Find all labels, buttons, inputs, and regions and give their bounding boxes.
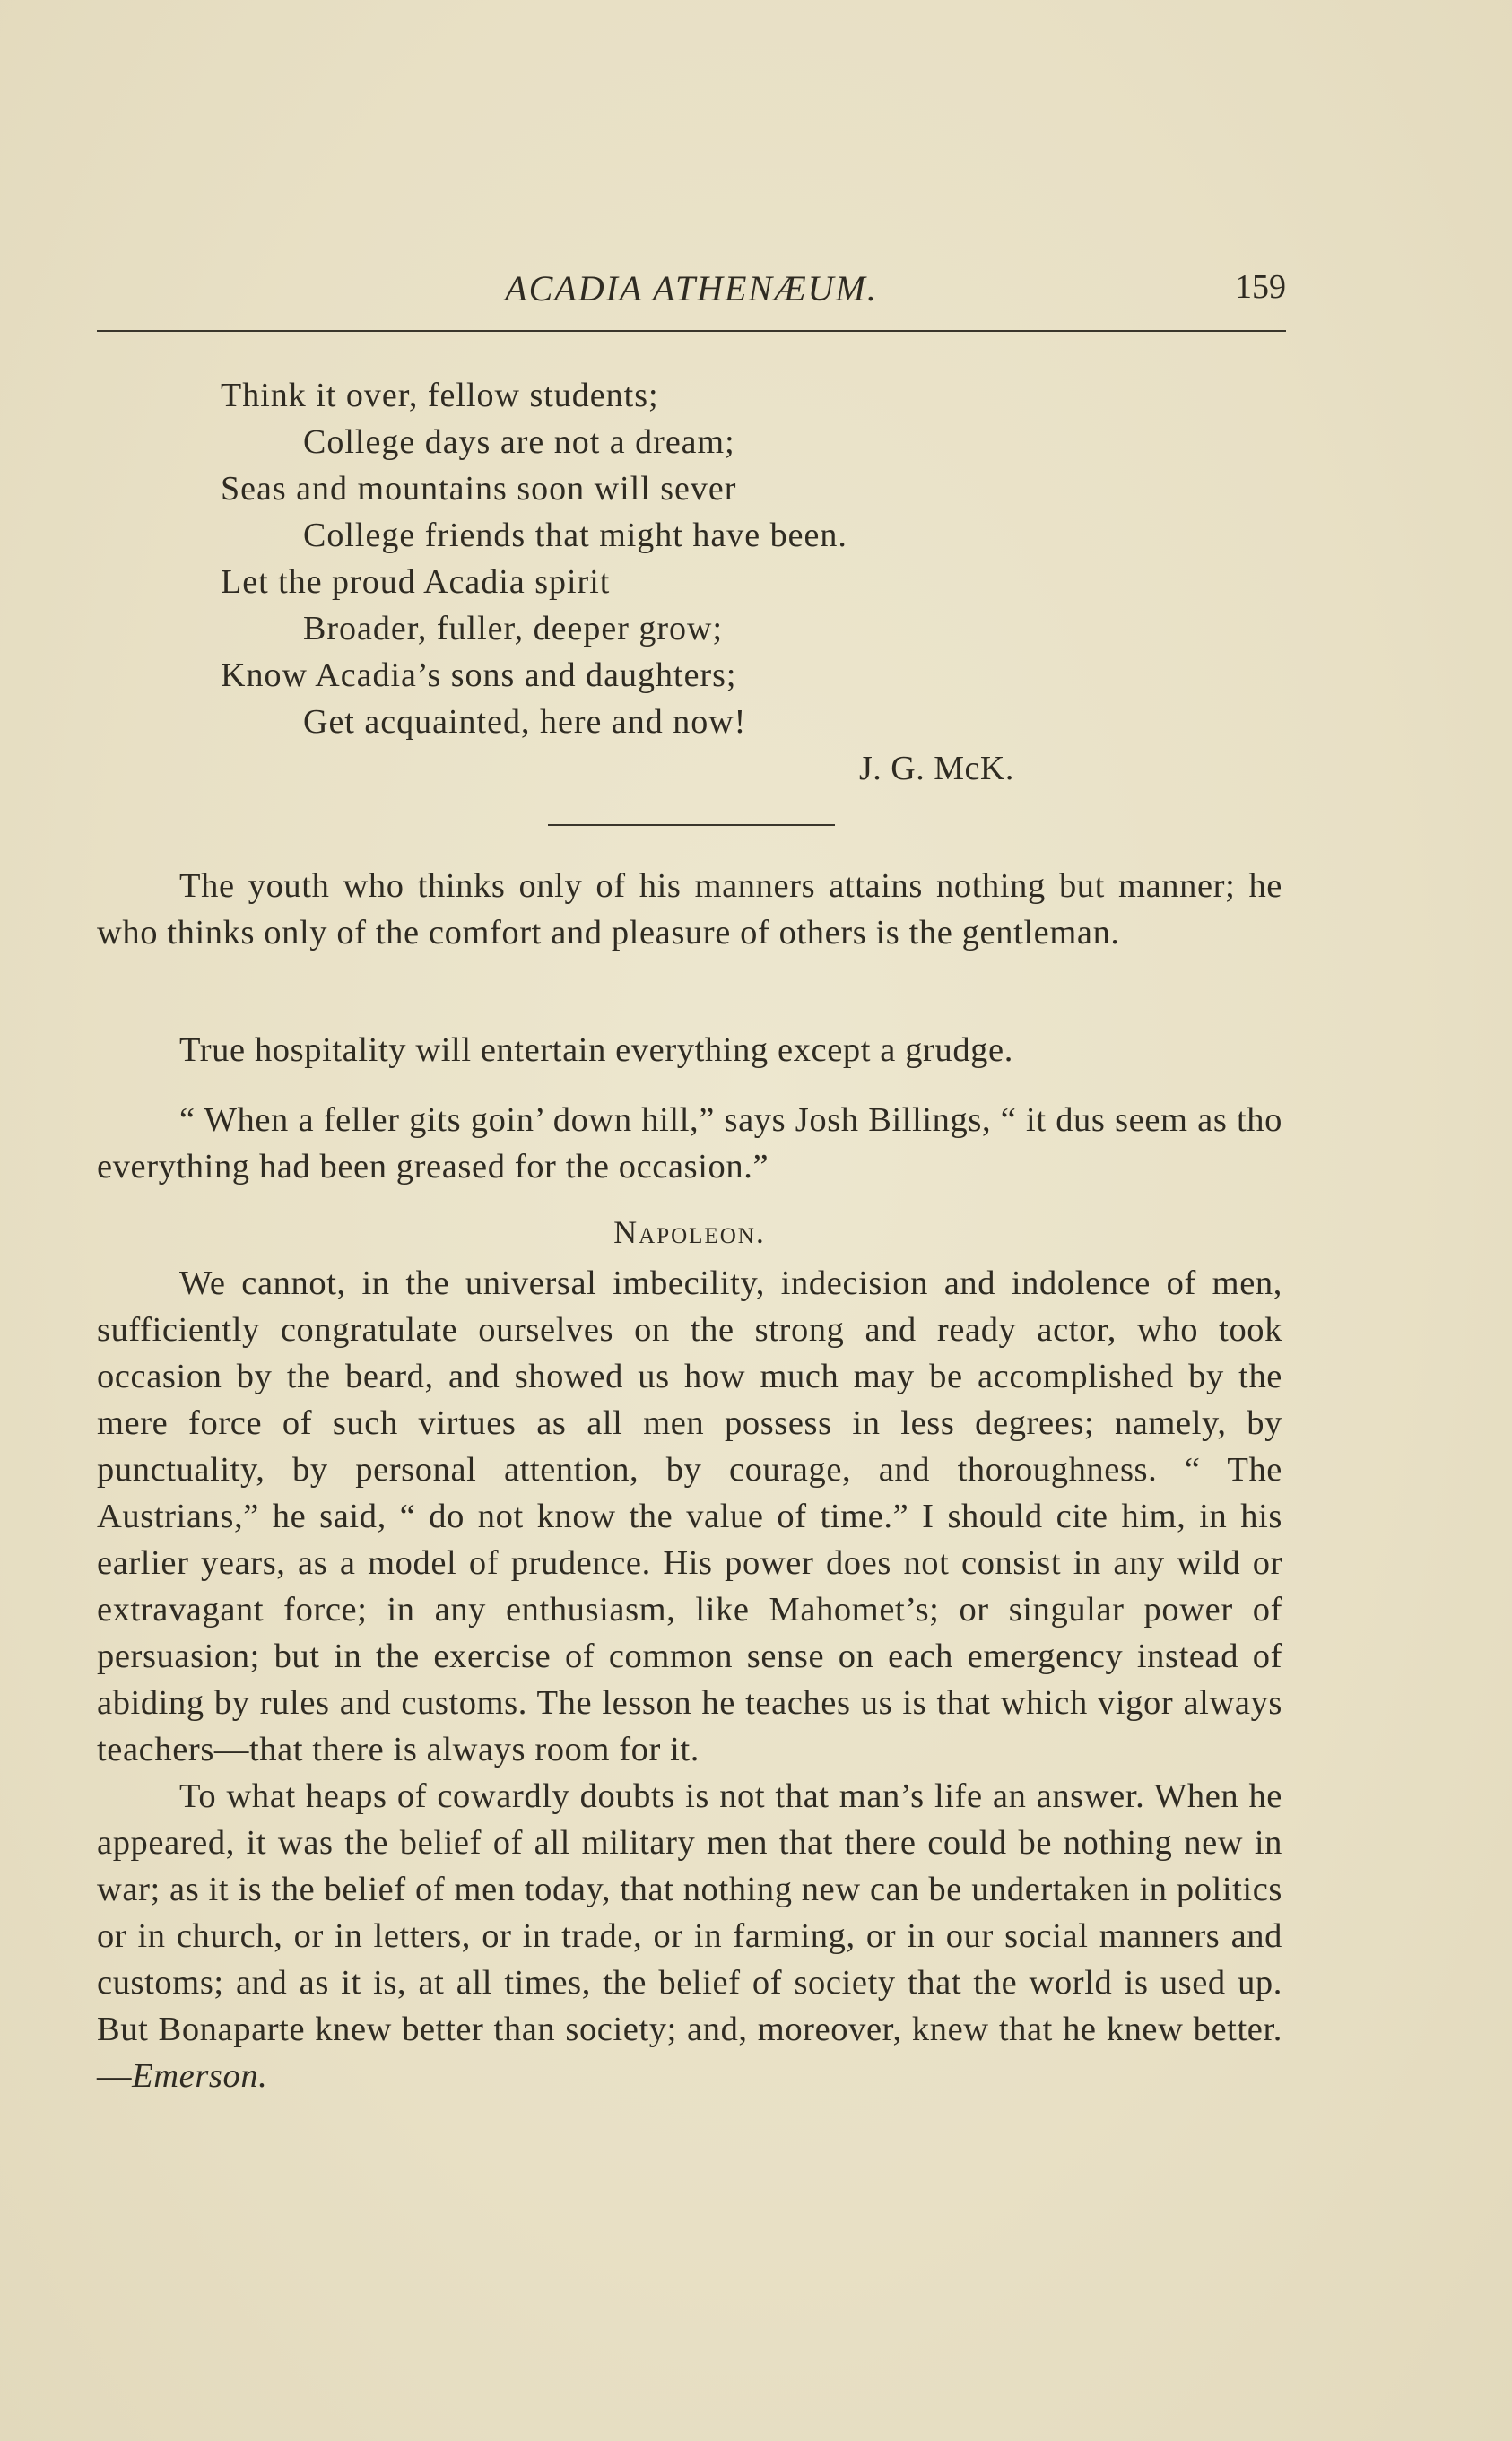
poem-line: Get acquainted, here and now! — [303, 703, 747, 741]
billings-paragraph-block — [97, 1097, 1282, 1190]
running-head: ACADIA ATHENÆUM. — [505, 268, 878, 308]
poem-line: Seas and mountains soon will sever — [221, 470, 737, 508]
hospitality-paragraph: True hospitality will entertain everything except a grudge. — [179, 1031, 1013, 1069]
poem-line: Broader, fuller, deeper grow; — [303, 610, 724, 647]
page-number: 159 — [1235, 268, 1286, 306]
attribution: Emerson. — [132, 2057, 268, 2095]
napoleon-article — [97, 1260, 1282, 2099]
poem-line: College friends that might have been. — [303, 517, 847, 554]
napoleon-paragraph-1: We cannot, in the universal imbecility, indecision and indolence of men, sufficiently congratulate ourselves on the strong and ready actor, who took occasion by the beard, and showed us how much may be accomplished by the mere force of such virtues as all men possess in less degrees; namely, by punctuality, by personal attention, by courage, and thoroughness. “ The Austrians,” he said, “ do not know the value of time.” I should cite him, in his earlier years, as a model of prudence. His power does not consist in any wild or extravagant force; in any enthusiasm, like Mahomet’s; or singular power of persuasion; but in the exercise of common sense on each emergency instead of abiding by rules and customs. The lesson he teaches us is that which vigor always teachers—that there is always room for it. — [97, 1264, 1282, 1768]
page-header — [97, 267, 1286, 332]
poem-signature: J. G. McK. — [859, 750, 1014, 787]
poem-line: Let the proud Acadia spirit — [221, 563, 611, 601]
billings-paragraph: “ When a feller gits goin’ down hill,” says Josh Billings, “ it dus seem as tho everything had been greased for the occasion.” — [97, 1101, 1282, 1186]
section-divider — [548, 824, 835, 826]
poem-line: College days are not a dream; — [303, 423, 735, 461]
napoleon-paragraph-2-text: To what heaps of cowardly doubts is not that man’s life an answer. When he appeared, it was the belief of all military men that there could be nothing new in war; as it is the belief of men today, that nothing new can be undertaken in politics or in church, or in letters, or in trade, or in farming, or in our social manners and customs; and as it is, at all times, the belief of society that the world is used up. But Bonaparte knew better than society; and, moreover, knew that he knew better.— — [97, 1777, 1282, 2095]
manners-paragraph-block — [97, 863, 1282, 956]
poem — [221, 372, 1117, 792]
poem-line: Know Acadia’s sons and daughters; — [221, 656, 737, 694]
manners-paragraph: The youth who thinks only of his manners attains nothing but manner; he who thinks only of the comfort and pleasure of others is the gentleman. — [97, 867, 1282, 951]
poem-line: Think it over, fellow students; — [221, 377, 659, 414]
hospitality-paragraph-block — [97, 1027, 1282, 1073]
napoleon-title: Napoleon. — [613, 1214, 766, 1250]
napoleon-paragraph-2 — [97, 1773, 1282, 2099]
